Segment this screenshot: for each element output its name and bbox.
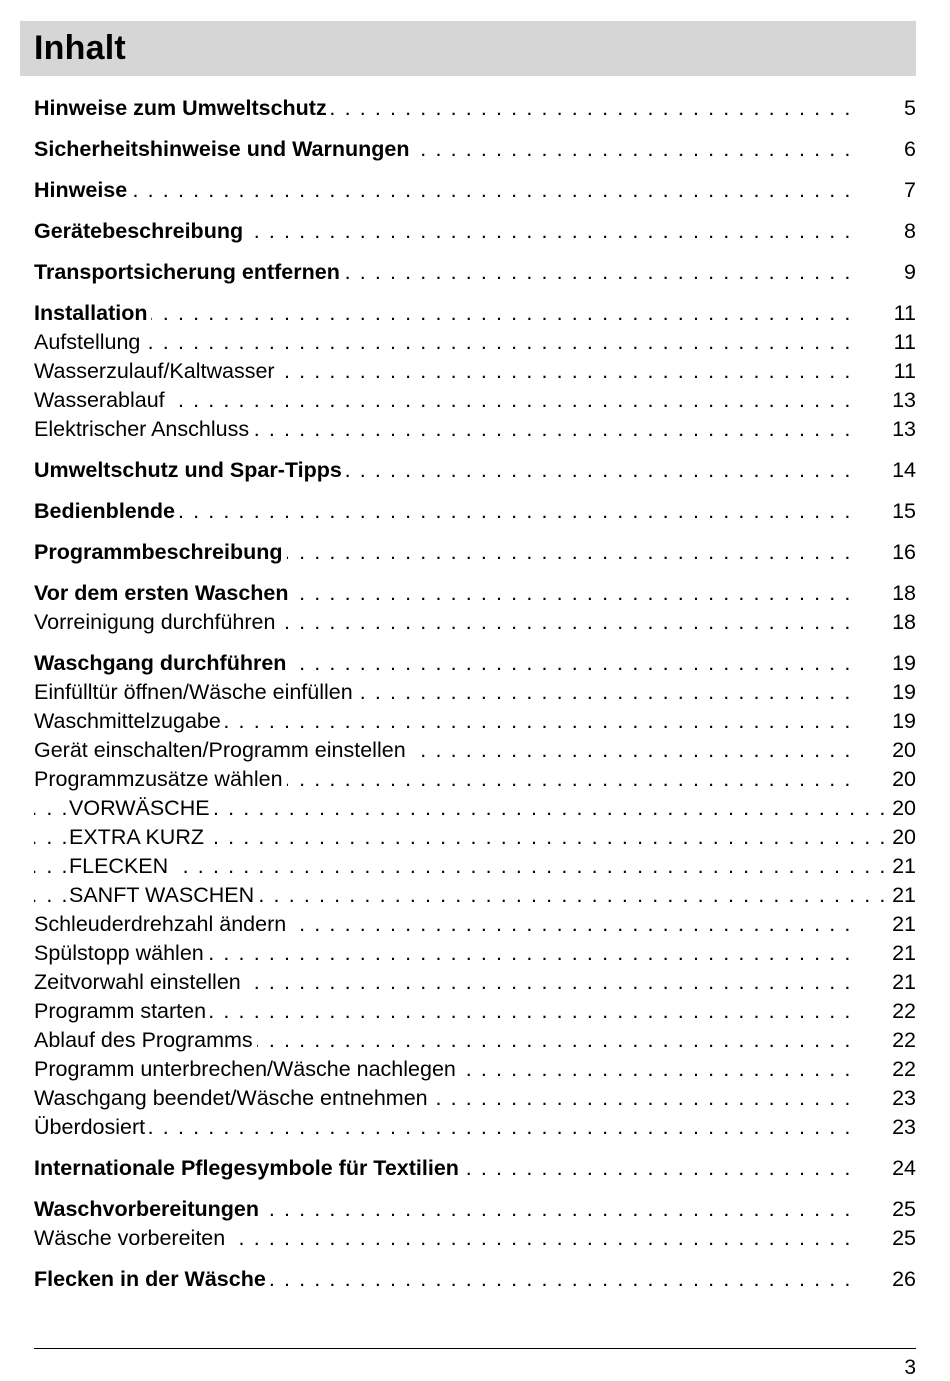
toc-label: Umweltschutz und Spar-Tipps [34, 458, 346, 482]
toc-leader [34, 1084, 852, 1113]
toc-label: Hinweise zum Umweltschutz [34, 96, 331, 120]
toc-leader [34, 176, 852, 205]
toc-label: EXTRA KURZ [69, 825, 208, 849]
toc-subitem[interactable] [34, 881, 916, 910]
toc-page-number: 13 [892, 417, 916, 441]
toc-page-number: 21 [892, 970, 916, 994]
page-title: Inhalt [34, 29, 126, 67]
toc-subitem[interactable] [34, 823, 916, 852]
toc-leader [34, 678, 852, 707]
toc-label: Programm starten [34, 999, 210, 1023]
toc-page-number: 22 [892, 1028, 916, 1052]
toc-label: Bedienblende [34, 499, 179, 523]
toc-label: Wasserzulauf/Kaltwasser [34, 359, 279, 383]
toc-label: Internationale Pflegesymbole für Textilien [34, 1156, 463, 1180]
toc-leader [34, 386, 852, 415]
toc-page-number: 24 [892, 1156, 916, 1180]
toc-item[interactable] [34, 707, 916, 736]
toc-label: Spülstopp wählen [34, 941, 208, 965]
toc-page-number: 20 [892, 796, 916, 820]
toc-item[interactable] [34, 678, 916, 707]
toc-leader [34, 456, 852, 485]
toc-page-number: 14 [892, 458, 916, 482]
toc-label: FLECKEN [69, 854, 172, 878]
toc-heading[interactable] [34, 579, 916, 608]
toc-leader [34, 217, 852, 246]
toc-leader [34, 497, 852, 526]
toc-page-number: 15 [892, 499, 916, 523]
toc-heading[interactable] [34, 649, 916, 678]
toc-heading[interactable] [34, 94, 916, 123]
toc-page-number: 11 [893, 301, 916, 325]
toc-label: Vorreinigung durchführen [34, 610, 279, 634]
page-number: 3 [904, 1356, 916, 1379]
toc-leader [34, 881, 887, 910]
toc-item[interactable] [34, 608, 916, 637]
toc-page-number: 21 [892, 912, 916, 936]
toc-item[interactable] [34, 997, 916, 1026]
toc-label: Waschvorbereitungen [34, 1197, 263, 1221]
toc-label: Flecken in der Wäsche [34, 1267, 270, 1291]
toc-leader [34, 1195, 852, 1224]
toc-label: Elektrischer Anschluss [34, 417, 253, 441]
toc-page-number: 19 [892, 651, 916, 675]
toc-leader [34, 997, 852, 1026]
toc-page-number: 18 [892, 581, 916, 605]
toc-label: Sicherheitshinweise und Warnungen [34, 137, 414, 161]
toc-leader [34, 538, 852, 567]
toc-leader [34, 968, 852, 997]
toc-label: Schleuderdrehzahl ändern [34, 912, 290, 936]
toc-label: Zeitvorwahl einstellen [34, 970, 245, 994]
table-of-contents [34, 94, 916, 1294]
toc-heading[interactable] [34, 176, 916, 205]
toc-heading[interactable] [34, 217, 916, 246]
toc-leader [34, 1265, 852, 1294]
toc-page-number: 25 [892, 1226, 916, 1250]
toc-leader [34, 357, 852, 386]
toc-subitem[interactable] [34, 794, 916, 823]
toc-item[interactable] [34, 415, 916, 444]
toc-page-number: 26 [892, 1267, 916, 1291]
toc-page-number: 11 [893, 359, 916, 383]
toc-page-number: 23 [892, 1086, 916, 1110]
toc-page-number: 22 [892, 1057, 916, 1081]
toc-leader [34, 258, 852, 287]
toc-leader [34, 299, 852, 328]
toc-page-number: 7 [904, 178, 916, 202]
toc-page-number: 22 [892, 999, 916, 1023]
title-bar [20, 21, 916, 76]
toc-heading[interactable] [34, 135, 916, 164]
toc-label: Programm unterbrechen/Wäsche nachlegen [34, 1057, 460, 1081]
toc-page-number: 6 [904, 137, 916, 161]
toc-heading[interactable] [34, 1195, 916, 1224]
toc-subitem[interactable] [34, 852, 916, 881]
toc-leader [34, 910, 852, 939]
toc-item[interactable] [34, 328, 916, 357]
toc-label: Gerät einschalten/Programm einstellen [34, 738, 410, 762]
toc-label: Hinweise [34, 178, 131, 202]
toc-label: Programmzusätze wählen [34, 767, 287, 791]
toc-page-number: 23 [892, 1115, 916, 1139]
toc-page-number: 20 [892, 825, 916, 849]
toc-page-number: 21 [892, 854, 916, 878]
toc-leader [34, 1154, 852, 1183]
toc-heading[interactable] [34, 1265, 916, 1294]
footer-divider [34, 1348, 916, 1349]
toc-leader [34, 579, 852, 608]
toc-leader [34, 135, 852, 164]
toc-page-number: 21 [892, 883, 916, 907]
toc-label: Gerätebeschreibung [34, 219, 247, 243]
toc-page-number: 20 [892, 767, 916, 791]
toc-label: Vor dem ersten Waschen [34, 581, 293, 605]
toc-item[interactable] [34, 939, 916, 968]
toc-item[interactable] [34, 1026, 916, 1055]
toc-item[interactable] [34, 910, 916, 939]
toc-label: Programmbeschreibung [34, 540, 287, 564]
toc-page-number: 13 [892, 388, 916, 412]
toc-heading[interactable] [34, 258, 916, 287]
toc-heading[interactable] [34, 456, 916, 485]
toc-leader [34, 765, 852, 794]
toc-heading[interactable] [34, 1154, 916, 1183]
toc-page-number: 19 [892, 680, 916, 704]
toc-heading[interactable] [34, 538, 916, 567]
toc-leader [34, 94, 852, 123]
toc-label: Transportsicherung entfernen [34, 260, 344, 284]
toc-page-number: 20 [892, 738, 916, 762]
toc-item[interactable] [34, 1113, 916, 1142]
toc-page-number: 18 [892, 610, 916, 634]
toc-label: Waschmittelzugabe [34, 709, 225, 733]
toc-page-number: 8 [904, 219, 916, 243]
toc-label: Installation [34, 301, 151, 325]
toc-item[interactable] [34, 1055, 916, 1084]
toc-label: VORWÄSCHE [69, 796, 214, 820]
toc-page-number: 9 [904, 260, 916, 284]
toc-page-number: 5 [904, 96, 916, 120]
toc-item[interactable] [34, 1224, 916, 1253]
toc-heading[interactable] [34, 299, 916, 328]
toc-leader [34, 852, 887, 881]
toc-item[interactable] [34, 736, 916, 765]
toc-leader [34, 939, 852, 968]
toc-page-number: 25 [892, 1197, 916, 1221]
toc-label: Einfülltür öffnen/Wäsche einfüllen [34, 680, 357, 704]
toc-leader [34, 1113, 852, 1142]
toc-label: Wäsche vorbereiten [34, 1226, 229, 1250]
toc-item[interactable] [34, 968, 916, 997]
toc-page-number: 21 [892, 941, 916, 965]
toc-label: Waschgang durchführen [34, 651, 290, 675]
toc-heading[interactable] [34, 497, 916, 526]
toc-label: Wasserablauf [34, 388, 169, 412]
toc-leader [34, 649, 852, 678]
toc-item[interactable] [34, 1084, 916, 1113]
toc-label: Aufstellung [34, 330, 144, 354]
toc-leader [34, 1224, 852, 1253]
toc-leader [34, 1026, 852, 1055]
toc-leader [34, 1055, 852, 1084]
toc-label: Ablauf des Programms [34, 1028, 257, 1052]
toc-page-number: 16 [892, 540, 916, 564]
toc-leader [34, 415, 852, 444]
toc-leader [34, 608, 852, 637]
toc-item[interactable] [34, 386, 916, 415]
toc-page-number: 19 [892, 709, 916, 733]
toc-label: Überdosiert [34, 1115, 149, 1139]
toc-leader [34, 328, 852, 357]
toc-page-number: 11 [893, 330, 916, 354]
toc-leader [34, 736, 852, 765]
toc-leader [34, 823, 887, 852]
toc-item[interactable] [34, 765, 916, 794]
toc-label: SANFT WASCHEN [69, 883, 258, 907]
toc-label: Waschgang beendet/Wäsche entnehmen [34, 1086, 432, 1110]
toc-item[interactable] [34, 357, 916, 386]
toc-leader [34, 707, 852, 736]
toc-leader [34, 794, 887, 823]
